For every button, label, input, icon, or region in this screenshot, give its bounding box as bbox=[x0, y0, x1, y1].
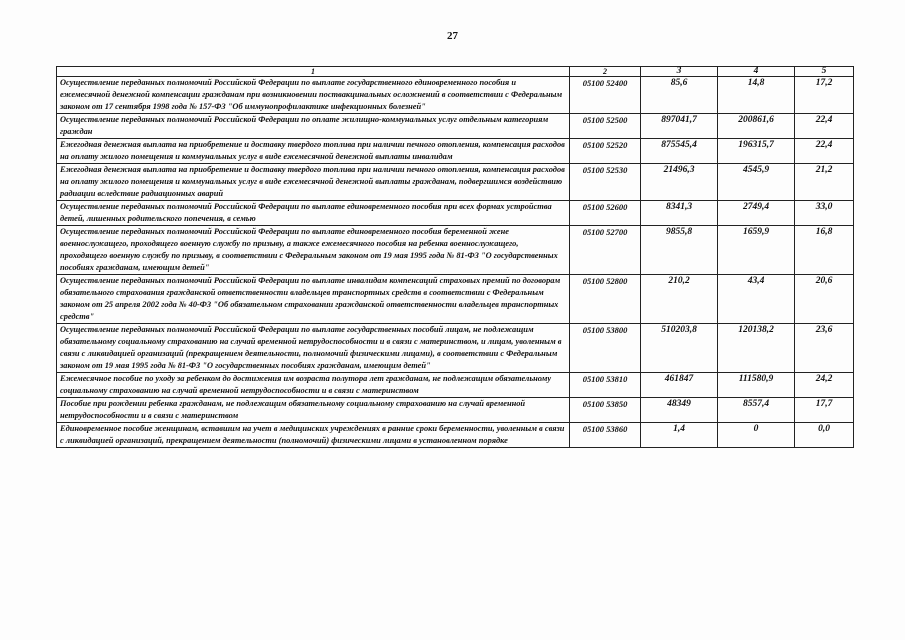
row-code: 05100 53860 bbox=[570, 423, 641, 448]
row-col4-value: 1659,9 bbox=[718, 226, 795, 275]
table-row bbox=[57, 139, 854, 164]
row-code: 05100 52400 bbox=[570, 77, 641, 114]
header-col-1: 1 bbox=[57, 67, 570, 77]
page-number: 27 bbox=[447, 30, 458, 42]
row-col3-value: 210,2 bbox=[641, 275, 718, 324]
header-col-3: 3 bbox=[641, 67, 718, 77]
row-description: Осуществление переданных полномочий Российской Федерации по выплате единовременного пособия при всех формах устройства детей, лишенных родительского попечения, в семью bbox=[57, 201, 570, 226]
table-row bbox=[57, 275, 854, 324]
row-code: 05100 53800 bbox=[570, 324, 641, 373]
row-code: 05100 52600 bbox=[570, 201, 641, 226]
row-code: 05100 52700 bbox=[570, 226, 641, 275]
row-col4-value: 14,8 bbox=[718, 77, 795, 114]
row-code: 05100 52800 bbox=[570, 275, 641, 324]
table-row bbox=[57, 77, 854, 114]
row-col5-value: 16,8 bbox=[795, 226, 854, 275]
row-col4-value: 120138,2 bbox=[718, 324, 795, 373]
row-col4-value: 111580,9 bbox=[718, 373, 795, 398]
row-col5-value: 20,6 bbox=[795, 275, 854, 324]
table-header-row bbox=[57, 67, 854, 77]
header-col-4: 4 bbox=[718, 67, 795, 77]
row-col3-value: 461847 bbox=[641, 373, 718, 398]
row-col5-value: 22,4 bbox=[795, 114, 854, 139]
row-description: Осуществление переданных полномочий Российской Федерации по выплате единовременного пособия беременной жене военнослужащего, проходящего военную службу по призыву, а также ежемесячного пособия на ребенка военнослужащего, проходящего военную службу по призыву, в соответствии с Федеральным законом от 19 мая 1995 года № 81-ФЗ "О государственных пособиях гражданам, имеющим детей" bbox=[57, 226, 570, 275]
row-description: Ежегодная денежная выплата на приобретение и доставку твердого топлива при наличии печного отопления, компенсация расходов на оплату жилого помещения и коммунальных услуг в виде ежемесячной денежной выплаты инвалидам bbox=[57, 139, 570, 164]
row-col3-value: 875545,4 bbox=[641, 139, 718, 164]
row-description: Осуществление переданных полномочий Российской Федерации по выплате государственных пособий лицам, не подлежащим обязательному социальному страхованию на случай временной нетрудоспособности и в связи с материнством, и лицам, уволенным в связи с ликвидацией организаций (прекращением деятельности, полномочий физическими лицами), в соответствии с Федеральным законом от 19 мая 1995 года № 81-ФЗ "О государственных пособиях гражданам, имеющим детей" bbox=[57, 324, 570, 373]
row-col3-value: 48349 bbox=[641, 398, 718, 423]
row-code: 05100 52500 bbox=[570, 114, 641, 139]
row-col4-value: 4545,9 bbox=[718, 164, 795, 201]
row-col3-value: 21496,3 bbox=[641, 164, 718, 201]
header-col-5: 5 bbox=[795, 67, 854, 77]
row-code: 05100 53810 bbox=[570, 373, 641, 398]
row-col5-value: 23,6 bbox=[795, 324, 854, 373]
row-description: Ежемесячное пособие по уходу за ребенком до достижения им возраста полутора лет гражданам, не подлежащим обязательному социальному страхованию на случай временной нетрудоспособности и в связи с материнством bbox=[57, 373, 570, 398]
table-row bbox=[57, 423, 854, 448]
row-col3-value: 1,4 bbox=[641, 423, 718, 448]
row-description: Единовременное пособие женщинам, вставшим на учет в медицинских учреждениях в ранние сроки беременности, уволенным в связи с ликвидацией организаций, прекращением деятельности (полномочий) физическими лицами в установленном порядке bbox=[57, 423, 570, 448]
row-col5-value: 33,0 bbox=[795, 201, 854, 226]
row-col5-value: 24,2 bbox=[795, 373, 854, 398]
row-col4-value: 196315,7 bbox=[718, 139, 795, 164]
row-col3-value: 9855,8 bbox=[641, 226, 718, 275]
row-col5-value: 17,2 bbox=[795, 77, 854, 114]
row-col5-value: 17,7 bbox=[795, 398, 854, 423]
row-col5-value: 0,0 bbox=[795, 423, 854, 448]
row-col4-value: 0 bbox=[718, 423, 795, 448]
header-col-2: 2 bbox=[570, 67, 641, 77]
row-col3-value: 510203,8 bbox=[641, 324, 718, 373]
row-col5-value: 22,4 bbox=[795, 139, 854, 164]
row-col3-value: 897041,7 bbox=[641, 114, 718, 139]
row-col4-value: 2749,4 bbox=[718, 201, 795, 226]
row-code: 05100 53850 bbox=[570, 398, 641, 423]
table-row bbox=[57, 226, 854, 275]
row-description: Ежегодная денежная выплата на приобретение и доставку твердого топлива при наличии печного отопления, компенсация расходов на оплату жилого помещения и коммунальных услуг в виде ежемесячной денежной выплаты гражданам, подвергшимся воздействию радиации вследствие радиационных аварий bbox=[57, 164, 570, 201]
row-col3-value: 8341,3 bbox=[641, 201, 718, 226]
row-col4-value: 200861,6 bbox=[718, 114, 795, 139]
row-col4-value: 8557,4 bbox=[718, 398, 795, 423]
row-description: Осуществление переданных полномочий Российской Федерации по выплате государственного единовременного пособия и ежемесячной денежной компенсации гражданам при возникновении поствакцинальных осложнений в соответствии с Федеральным законом от 17 сентября 1998 года № 157-ФЗ "Об иммунопрофилактике инфекционных болезней" bbox=[57, 77, 570, 114]
table-row bbox=[57, 164, 854, 201]
row-description: Пособие при рождении ребенка гражданам, не подлежащим обязательному социальному страхованию на случай временной нетрудоспособности и в связи с материнством bbox=[57, 398, 570, 423]
row-col4-value: 43,4 bbox=[718, 275, 795, 324]
table-row bbox=[57, 398, 854, 423]
table-row bbox=[57, 324, 854, 373]
table-row bbox=[57, 373, 854, 398]
row-code: 05100 52530 bbox=[570, 164, 641, 201]
row-code: 05100 52520 bbox=[570, 139, 641, 164]
row-description: Осуществление переданных полномочий Российской Федерации по оплате жилищно-коммунальных услуг отдельным категориям граждан bbox=[57, 114, 570, 139]
row-col3-value: 85,6 bbox=[641, 77, 718, 114]
row-col5-value: 21,2 bbox=[795, 164, 854, 201]
table-row bbox=[57, 114, 854, 139]
table-row bbox=[57, 201, 854, 226]
row-description: Осуществление переданных полномочий Российской Федерации по выплате инвалидам компенсаций страховых премий по договорам обязательного страхования гражданской ответственности владельцев транспортных средств в соответствии с Федеральным законом от 25 апреля 2002 года № 40-ФЗ "Об обязательном страховании гражданской ответственности владельцев транспортных средств" bbox=[57, 275, 570, 324]
budget-table bbox=[56, 66, 854, 448]
